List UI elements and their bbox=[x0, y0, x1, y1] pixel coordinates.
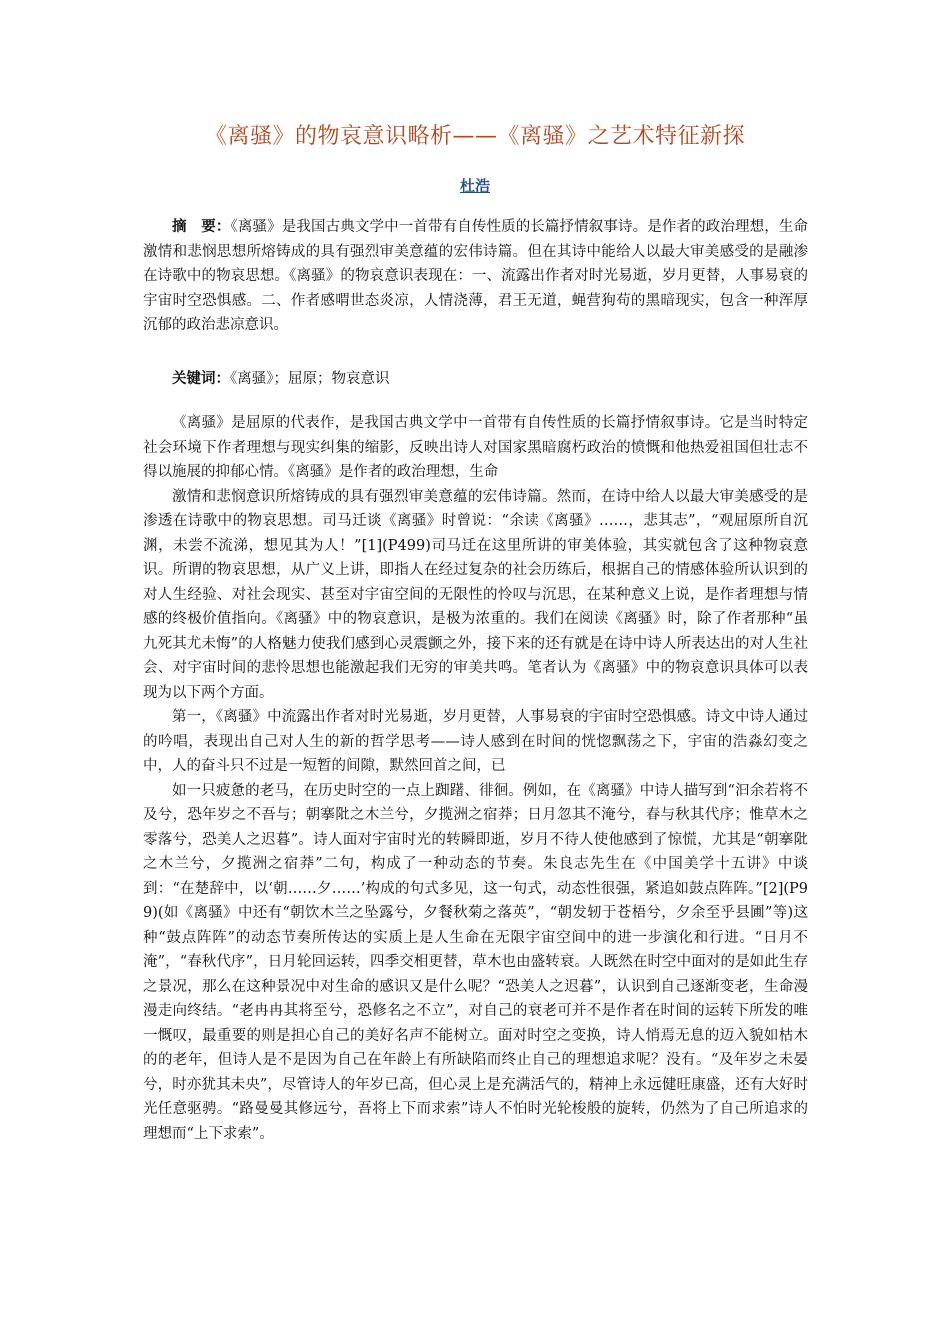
body-paragraph-2: 激情和悲悯意识所熔铸成的具有强烈审美意蕴的宏伟诗篇。然而，在诗中给人以最大审美感受的是渗透在诗歌中的物哀思想。司马迁谈《离骚》时曾说：“余读《离骚》……，悲其志”，“观屈原所自沉渊，未尝不流涕，想见其为人！”[1](P499)司马迁在这里所讲的审美体验，其实就包含了这种物哀意识。所谓的物哀思想，从广义上讲，即指人在经过复杂的社会历练后，根据自己的情感体验所认识到的对人生经验、对社会现实、甚至对宇宙空间的无限性的怜叹与沉思，在某种意义上说，是作者理想与情感的终极价值指向。《离骚》中的物哀意识，是极为浓重的。我们在阅读《离骚》时，除了作者那种“虽九死其尤未悔”的人格魅力使我们感到心灵震颤之外，接下来的还有就是在诗中诗人所表达出的对人生社会、对宇宙时间的悲怜思想也能激起我们无穷的审美共鸣。笔者认为《离骚》中的物哀意识具体可以表现为以下两个方面。 bbox=[143, 488, 808, 701]
keywords-section bbox=[143, 367, 808, 392]
keywords-label: 关键词： bbox=[172, 371, 230, 387]
abstract-text: 《离骚》是我国古典文学中一首带有自传性质的长篇抒情叙事诗。是作者的政治理想，生命激情和悲悯思想所熔铸成的具有强烈审美意蕴的宏伟诗篇。但在其诗中能给人以最大审美感受的是融渗在诗歌中的物哀思想。《离骚》的物哀意识表现在：一、流露出作者对时光易逝，岁月更替，人事易衰的宇宙时空恐惧感。二、作者感喟世态炎凉，人情浇薄，君王无道，蝇营狗苟的黑暗现实，包含一种浑厚沉郁的政治悲凉意识。 bbox=[143, 219, 809, 333]
body-paragraph-4: 如一只疲惫的老马，在历史时空的一点上踟躇、徘徊。例如，在《离骚》中诗人描写到“汩余若将不及兮，恐年岁之不吾与；朝搴阰之木兰兮，夕揽洲之宿莽；日月忽其不淹兮，春与秋其代序；惟草木之零落兮，恐美人之迟暮”。诗人面对宇宙时光的转瞬即逝，岁月不待人使他感到了惊慌，尤其是“朝搴阰之木兰兮，夕揽洲之宿莽”二句，构成了一种动态的节奏。朱良志先生在《中国美学十五讲》中谈到：“在楚辞中，以‘朝……夕……’构成的句式多见，这一句式，动态性很强，紧追如鼓点阵阵。”[2](P99)(如《离骚》中还有“朝饮木兰之坠露兮，夕餐秋菊之落英”，“朝发轫于苍梧兮，夕余至乎县圃”等)这种“鼓点阵阵”的动态节奏所传达的实质上是人生命在无限宇宙空间中的进一步演化和行进。“日月不淹”，“春秋代序”，日月轮回运转，四季交相更替，草木也由盛转衰。人既然在时空中面对的是如此生存之景况，那么在这种景况中对生命的感识又是什么呢？“恐美人之迟暮”，认识到自己逐渐变老，生命漫漫走向终结。“老冉冉其将至兮，恐修名之不立”，对自己的衰老可并不是作者在时间的运转下所发的唯一慨叹，最重要的则是担心自己的美好名声不能树立。面对时空之变换，诗人悄焉无息的迈入貌如枯木的的老年，但诗人是不是因为自己在年龄上有所缺陷而终止自己的理想追求呢？没有。“及年岁之未晏兮，时亦犹其未央”，尽管诗人的年岁已高，但心灵上是充满活气的，精神上永远健旺康盛，还有大好时光任意驱骋。“路曼曼其修远兮，吾将上下而求索”诗人不怕时光轮梭般的旋转，仍然为了自己所追求的理想而“上下求索”。 bbox=[143, 782, 808, 1142]
document-title: 《离骚》的物哀意识略析——《离骚》之艺术特征新探 bbox=[204, 124, 745, 149]
abstract-section bbox=[143, 215, 808, 338]
body-section bbox=[143, 411, 808, 1146]
keywords-text: 《离骚》；屈原；物哀意识 bbox=[230, 371, 390, 387]
body-paragraph-3: 第一，《离骚》中流露出作者对时光易逝，岁月更替，人事易衰的宇宙时空恐惧感。诗文中诗人通过的吟唱，表现出自己对人生的新的哲学思考——诗人感到在时间的恍惚飘荡之下，宇宙的浩淼幻变之中，人的奋斗只不过是一短暂的间隙，默然回首之间，已 bbox=[143, 709, 808, 774]
author-link[interactable]: 杜浩 bbox=[459, 177, 490, 195]
abstract-label: 摘 要： bbox=[172, 219, 231, 235]
body-paragraph-1: 《离骚》是屈原的代表作，是我国古典文学中一首带有自传性质的长篇抒情叙事诗。它是当时特定社会环境下作者理想与现实纠集的缩影，反映出诗人对国家黑暗腐朽政治的愤慨和他热爱祖国但壮志不得以施展的抑郁心情。《离骚》是作者的政治理想，生命 bbox=[143, 415, 808, 480]
author-line bbox=[0, 176, 950, 196]
